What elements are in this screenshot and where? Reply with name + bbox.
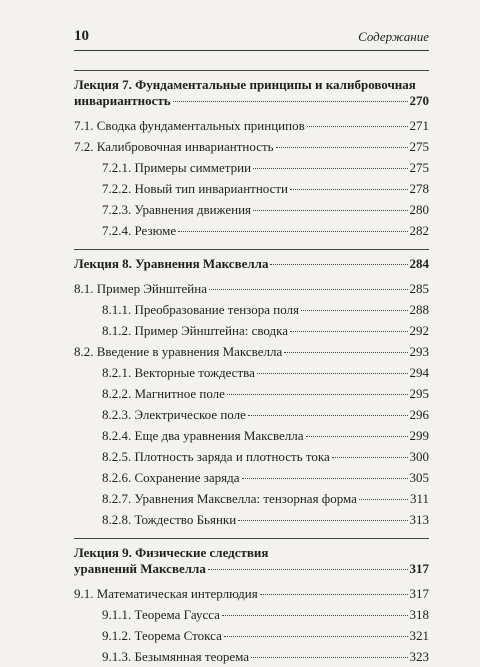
page-ref: 292 [409,323,429,338]
dot-leader [284,352,407,353]
dot-leader [178,231,407,232]
lecture-title-line: Лекция 9. Физические следствия [74,545,269,560]
dot-leader [222,615,408,616]
entry-label: 7.2.2. Новый тип инвариантности [102,181,289,196]
toc-entry[interactable] [74,178,429,199]
page-ref: 293 [409,344,429,359]
toc-entry[interactable] [74,446,429,467]
entry-label: 8.2.5. Плотность заряда и плотность тока [102,449,330,464]
running-title: Содержание [358,29,429,44]
dot-leader [290,189,407,190]
toc-entry[interactable] [74,157,429,178]
toc-row [74,115,429,136]
page-ref: 299 [409,428,429,443]
toc-row [102,383,429,404]
page-ref: 317 [409,561,429,576]
entry-label: 8.2.2. Магнитное поле [102,386,225,401]
lecture-title-line: Лекция 7. Фундаментальные принципы и калибровочная [74,77,416,92]
dot-leader [332,457,408,458]
dot-leader [276,147,408,148]
toc-entry[interactable] [74,583,429,604]
entry-label: 7.2. Калибровочная инвариантность [74,139,274,154]
toc-entry[interactable] [74,362,429,383]
page-number: 10 [74,28,89,44]
entry-label: 8.1. Пример Эйнштейна [74,281,207,296]
lecture-heading[interactable] [74,77,429,109]
toc-entry[interactable] [74,488,429,509]
lecture-heading[interactable] [74,545,429,577]
toc-entry[interactable] [74,467,429,488]
toc-row [74,136,429,157]
toc-entry[interactable] [74,278,429,299]
toc-entry[interactable] [74,320,429,341]
page-ref: 294 [409,365,429,380]
dot-leader [248,415,408,416]
toc-row [102,646,429,667]
toc-entry[interactable] [74,383,429,404]
entry-label: 9.1. Математическая интерлюдия [74,586,258,601]
page-ref: 321 [409,628,429,643]
page-ref: 280 [409,202,429,217]
page-ref: 317 [409,586,429,601]
page-ref: 278 [409,181,429,196]
lecture-title-line: уравнений Максвелла [74,561,206,576]
page-ref: 275 [409,160,429,175]
toc-entry[interactable] [74,341,429,362]
dot-leader [260,594,408,595]
dot-leader [290,331,407,332]
toc-entry[interactable] [74,299,429,320]
toc-entry[interactable] [74,509,429,530]
entry-label: 8.2.6. Сохранение заряда [102,470,240,485]
toc-entry[interactable] [74,646,429,667]
toc-row [102,467,429,488]
toc-entry[interactable] [74,425,429,446]
toc-row [102,320,429,341]
dot-leader [359,499,408,500]
entry-label: 8.2.3. Электрическое поле [102,407,246,422]
dot-leader [242,478,408,479]
lecture-title-line: инвариантность [74,93,171,108]
toc-row [102,404,429,425]
dot-leader [173,101,408,102]
page-ref: 282 [409,223,429,238]
toc-row [102,299,429,320]
toc-row [102,157,429,178]
toc-entry[interactable] [74,625,429,646]
page-ref: 285 [409,281,429,296]
page-ref: 284 [409,256,429,271]
dot-leader [209,289,408,290]
dot-leader [238,520,407,521]
page-ref: 288 [409,302,429,317]
toc-row [74,278,429,299]
toc-row [102,199,429,220]
toc-row [74,341,429,362]
page-ref: 318 [409,607,429,622]
table-of-contents [74,70,429,667]
toc-row [102,509,429,530]
toc-row [74,583,429,604]
page-ref: 313 [409,512,429,527]
page-ref: 323 [409,649,429,664]
dot-leader [224,636,408,637]
toc-entry[interactable] [74,220,429,241]
dot-leader [307,126,408,127]
entry-label: 8.2. Введение в уравнения Максвелла [74,344,283,359]
section-rule [74,70,429,71]
entry-label: 8.1.1. Преобразование тензора поля [102,302,300,317]
toc-row [102,446,429,467]
entry-label: 7.1. Сводка фундаментальных принципов [74,118,305,133]
entry-label: 7.2.4. Резюме [102,223,177,238]
entry-label: 9.1.1. Теорема Гаусса [102,607,220,622]
page-ref: 271 [409,118,429,133]
section-rule [74,538,429,539]
toc-row [102,425,429,446]
toc-row [102,178,429,199]
dot-leader [253,168,407,169]
dot-leader [306,436,408,437]
dot-leader [227,394,408,395]
page-ref: 300 [409,449,429,464]
toc-row [102,220,429,241]
entry-label: 8.2.4. Еще два уравнения Максвелла [102,428,304,443]
entry-label: 7.2.3. Уравнения движения [102,202,252,217]
toc-entry[interactable] [74,199,429,220]
dot-leader [253,210,407,211]
page-ref: 270 [409,93,429,108]
toc-row [102,604,429,625]
entry-label: 7.2.1. Примеры симметрии [102,160,252,175]
page-ref: 275 [409,139,429,154]
entry-label: 9.1.2. Теорема Стокса [102,628,222,643]
dot-leader [301,310,407,311]
dot-leader [270,264,407,265]
toc-entry[interactable] [74,404,429,425]
entry-label: 9.1.3. Безымянная теорема [102,649,250,664]
toc-row [74,256,429,272]
page-ref: 296 [409,407,429,422]
toc-row [102,488,429,509]
dot-leader [208,569,408,570]
toc-row [102,625,429,646]
page-ref: 311 [409,491,429,506]
entry-label: 8.2.7. Уравнения Максвелла: тензорная форма [102,491,357,506]
dot-leader [257,373,408,374]
toc-entry[interactable] [74,136,429,157]
lecture-title-line: Лекция 8. Уравнения Максвелла [74,256,269,271]
dot-leader [251,657,407,658]
toc-row [74,561,429,577]
page-header [74,28,429,51]
entry-label: 8.2.1. Векторные тождества [102,365,255,380]
entry-label: 8.2.8. Тождество Бьянки [102,512,237,527]
lecture-heading[interactable] [74,256,429,272]
toc-row [74,93,429,109]
page-ref: 295 [409,386,429,401]
toc-entry[interactable] [74,115,429,136]
entry-label: 8.1.2. Пример Эйнштейна: сводка [102,323,289,338]
toc-row [102,362,429,383]
toc-entry[interactable] [74,604,429,625]
page-ref: 305 [409,470,429,485]
section-rule [74,249,429,250]
